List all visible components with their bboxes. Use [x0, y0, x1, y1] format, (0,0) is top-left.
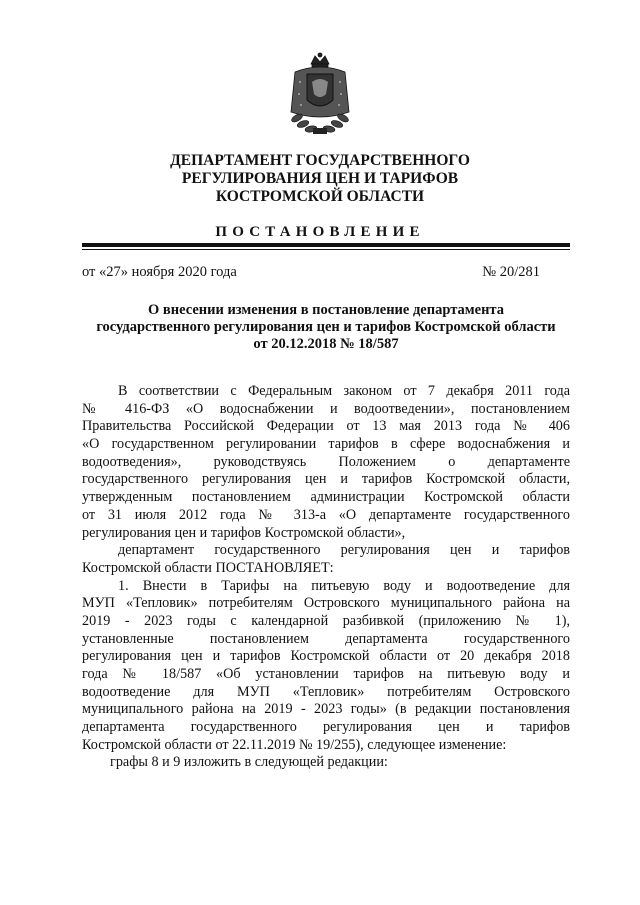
department-name-line-3: КОСТРОМСКОЙ ОБЛАСТИ: [215, 188, 425, 205]
body-line: В соответствии с Федеральным законом от 7 декабря 2011 года: [118, 383, 570, 399]
header-divider-thick: [82, 243, 570, 247]
body-line: Костромской области от 22.11.2019 № 19/255), следующее изменение:: [82, 736, 507, 753]
subject-line-3: от 20.12.2018 № 18/587: [253, 336, 399, 352]
department-name-line-2: РЕГУЛИРОВАНИЯ ЦЕН И ТАРИФОВ: [181, 170, 459, 187]
body-line: 2019 - 2023 годы с календарной разбивкой (приложению № 1),: [82, 612, 570, 629]
body-line: «О государственном регулировании тарифов в сфере водоснабжения и: [82, 436, 570, 453]
body-line: графы 8 и 9 изложить в следующей редакции:: [110, 754, 388, 771]
document-subject: [82, 302, 570, 353]
body-line: водоотведения», руководствуясь Положением о департаменте: [82, 453, 570, 470]
body-line: 1. Внести в Тарифы на питьевую воду и водоотведение для: [118, 577, 570, 594]
body-line: муниципального района на 2019 - 2023 годы» (в редакции постановления: [82, 701, 570, 718]
document-number: № 20/281: [482, 264, 540, 280]
body-line: от 31 июля 2012 года № 313-а «О департаменте государственного: [82, 506, 570, 523]
subject-line-1: О внесении изменения в постановление департамента: [148, 302, 504, 318]
coat-of-arms-emblem: [285, 52, 355, 142]
body-line: департамента государственного регулирования цен и тарифов: [82, 719, 570, 736]
body-line: года № 18/587 «Об установлении тарифов на питьевую воду и: [82, 666, 570, 682]
body-line: регулирования цен и тарифов Костромской области»,: [82, 524, 406, 541]
body-line: МУП «Тепловик» потребителям Островского муниципального района на: [82, 595, 570, 612]
body-line: департамент государственного регулирования цен и тарифов: [118, 542, 570, 559]
document-type-title: ПОСТАНОВЛЕНИЕ: [215, 224, 425, 240]
header-divider-thin: [82, 249, 570, 250]
document-date: от «27» ноября 2020 года: [82, 264, 237, 280]
document-body: [82, 383, 570, 772]
department-name: [0, 152, 640, 206]
body-line: № 416-ФЗ «О водоснабжении и водоотведении», постановлением: [82, 400, 570, 417]
body-line: Костромской области ПОСТАНОВЛЯЕТ:: [82, 559, 334, 576]
subject-line-2: государственного регулирования цен и тарифов Костромской области: [96, 319, 556, 335]
body-line: государственного регулирования цен и тарифов Костромской области,: [82, 471, 570, 488]
department-name-line-1: ДЕПАРТАМЕНТ ГОСУДАРСТВЕННОГО: [170, 152, 470, 169]
body-line: утвержденным постановлением администрации Костромской области: [82, 489, 570, 506]
body-line: Правительства Российской Федерации от 13 мая 2013 года № 406: [82, 418, 570, 435]
body-line: установленные постановлением департамента государственного: [82, 630, 570, 647]
date-number-line: [82, 264, 570, 281]
body-line: регулирования цен и тарифов Костромской области от 20 декабря 2018: [82, 648, 570, 665]
body-line: водоотведение для МУП «Тепловик» потребителям Островского: [82, 683, 570, 700]
